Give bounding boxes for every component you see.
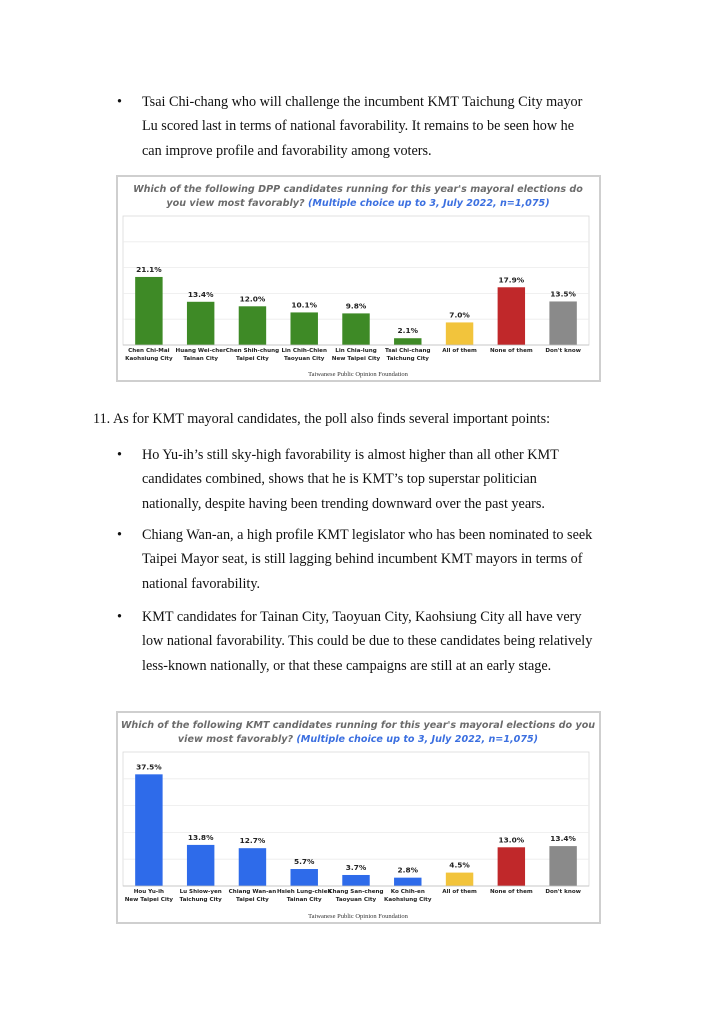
bullet-text: Ho Yu-ih’s still sky-high favorability is almost higher than all other KMT candidates combined, shows that he is KMT’s top superstar politician nationally, despite having been trending downward over the past years.: [142, 447, 559, 512]
bar: [187, 302, 214, 345]
category-label: Hsieh Lung-chieh: [276, 889, 332, 895]
category-label: Tainan City: [286, 897, 322, 903]
bullet-dot: •: [117, 527, 122, 543]
bar: [394, 878, 421, 886]
bullet-dot: •: [117, 447, 122, 463]
data-label: 7.0%: [449, 310, 470, 320]
bullet-ho: [117, 443, 597, 516]
bar: [498, 847, 525, 886]
chart-title-line1: Which of the following KMT candidates running for this year's mayoral elections do you: [120, 720, 596, 731]
bullet-low-favorability: [117, 605, 597, 678]
bar: [291, 869, 318, 886]
category-label: Tsai Chi-chang: [385, 348, 431, 354]
category-label: Don't know: [545, 889, 581, 895]
bar: [498, 287, 525, 345]
chart-title-line2: view most favorably? (Multiple choice up to 3, July 2022, n=1,075): [177, 734, 539, 745]
category-label: Taichung City: [386, 356, 429, 362]
data-label: 13.8%: [187, 832, 214, 842]
category-label: Lu Shiow-yen: [179, 889, 222, 895]
category-label: All of them: [442, 348, 477, 354]
data-label: 12.7%: [239, 836, 266, 846]
bar: [239, 306, 266, 345]
data-label: 9.8%: [345, 301, 367, 311]
data-label: 13.4%: [550, 834, 576, 844]
category-label: Chen Chi-Mai: [128, 348, 170, 354]
data-label: 5.7%: [293, 857, 315, 867]
category-label: Chiang Wan-an: [228, 889, 277, 895]
category-label: Ko Chih-en: [390, 889, 425, 895]
category-label: New Taipei City: [331, 356, 381, 362]
data-label: 13.0%: [498, 835, 525, 845]
data-label: 2.1%: [397, 326, 419, 336]
category-label: Kaohsiung City: [125, 356, 173, 362]
bar: [291, 312, 318, 345]
bar: [135, 774, 162, 886]
bullet-text: Chiang Wan-an, a high profile KMT legislator who has been nominated to seek Taipei Mayor seat, is still lagging behind incumbent KMT mayors in terms of national favorability.: [142, 527, 593, 592]
category-label: Don't know: [545, 348, 581, 354]
data-label: 37.5%: [136, 762, 162, 772]
kmt-chart-svg: [118, 713, 599, 922]
bar: [187, 845, 214, 886]
chart-title-line2: you view most favorably? (Multiple choice up to 3, July 2022, n=1,075): [166, 198, 550, 209]
bar: [446, 322, 473, 345]
bar: [394, 338, 421, 345]
kmt-chart: [116, 711, 601, 924]
category-label: None of them: [489, 348, 533, 354]
bar: [549, 846, 576, 886]
category-label: Lin Chia-lung: [335, 348, 377, 354]
category-label: Chang San-cheng: [328, 889, 384, 895]
bar: [549, 301, 576, 345]
category-label: Taichung City: [179, 897, 222, 903]
data-label: 3.7%: [345, 862, 367, 872]
dpp-chart-svg: [118, 177, 599, 380]
bullet-text: KMT candidates for Tainan City, Taoyuan City, Kaohsiung City all have very low national favorability. This could be due to these candidates being relatively less-known nationally, or that these campaigns are still at an early stage.: [142, 609, 593, 674]
bullet-dot: •: [117, 94, 122, 110]
data-label: 2.8%: [397, 865, 419, 875]
data-label: 13.4%: [187, 289, 214, 299]
category-label: Taipei City: [236, 897, 269, 903]
category-label: Taipei City: [236, 356, 269, 362]
data-label: 13.5%: [550, 289, 576, 299]
chart-source: Taiwanese Public Opinion Foundation: [308, 913, 408, 920]
category-label: Hou Yu-ih: [133, 889, 165, 895]
bar: [342, 313, 369, 345]
chart-source: Taiwanese Public Opinion Foundation: [308, 371, 408, 378]
category-label: New Taipei City: [124, 897, 174, 903]
data-label: 10.1%: [291, 300, 318, 310]
dpp-chart: [116, 175, 601, 382]
chart-title-line1: Which of the following DPP candidates running for this year's mayoral elections do: [133, 184, 583, 195]
bar: [239, 848, 266, 886]
data-label: 4.5%: [449, 860, 470, 870]
bullet-text: Tsai Chi-chang who will challenge the incumbent KMT Taichung City mayor Lu scored last in terms of national favorability. It remains to be seen how he can improve profile and favorability among voters.: [142, 94, 583, 159]
category-label: Tainan City: [183, 356, 219, 362]
category-label: None of them: [489, 889, 533, 895]
category-label: Taoyuan City: [284, 356, 325, 362]
category-label: Lin Chih-Chien: [281, 348, 327, 354]
category-label: Huang Wei-cher: [175, 348, 226, 354]
bar: [446, 873, 473, 886]
data-label: 12.0%: [239, 294, 266, 304]
bar: [342, 875, 369, 886]
bullet-tsai: [117, 90, 597, 163]
category-label: Taoyuan City: [335, 897, 377, 903]
category-label: All of them: [442, 889, 477, 895]
paragraph-11: 11. As for KMT mayoral candidates, the poll also finds several important points:: [93, 411, 551, 427]
bar: [135, 277, 162, 345]
data-label: 17.9%: [498, 275, 525, 285]
category-label: Chen Shih-chung: [225, 348, 280, 354]
bullet-dot: •: [117, 609, 122, 625]
data-label: 21.1%: [136, 264, 162, 274]
category-label: Kaohsiung City: [384, 897, 432, 903]
bullet-chiang: [117, 523, 597, 596]
